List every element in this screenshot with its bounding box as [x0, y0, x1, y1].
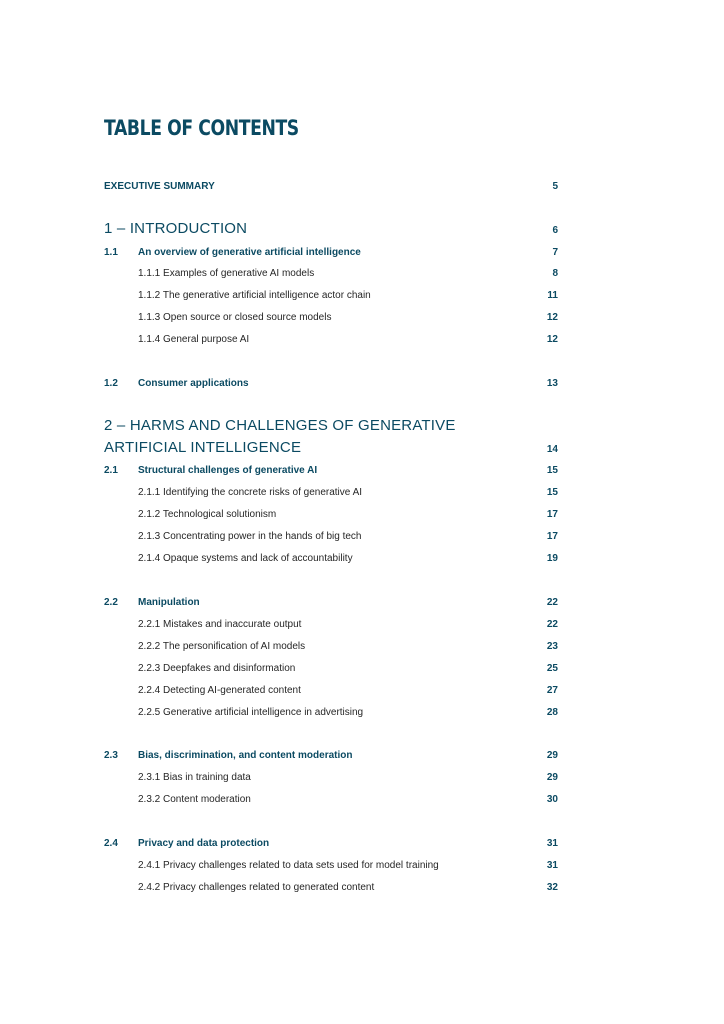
subsection-label: 2.1.4 Opaque systems and lack of accountability: [138, 553, 353, 564]
section-label: Privacy and data protection: [138, 838, 270, 849]
subsection-label: 2.2.1 Mistakes and inaccurate output: [138, 619, 302, 630]
toc-page-number: 27: [546, 685, 558, 696]
toc-subsection[interactable]: [104, 312, 558, 328]
toc-page-number: 28: [546, 707, 558, 718]
section-label: Bias, discrimination, and content moderation: [138, 750, 353, 761]
subsection-label: 2.2.4 Detecting AI-generated content: [138, 685, 301, 696]
subsection-label: 2.1.2 Technological solutionism: [138, 509, 277, 520]
toc-page-number: 23: [546, 641, 558, 652]
toc-entry-executive-summary[interactable]: [104, 181, 558, 197]
toc-page-number: 17: [546, 531, 558, 542]
toc-page-number: 17: [546, 509, 558, 520]
toc-subsection[interactable]: [104, 707, 558, 723]
toc-entry-label: EXECUTIVE SUMMARY: [104, 181, 215, 192]
toc-page-number: 31: [546, 838, 558, 849]
chapter-2-title-line-1[interactable]: 2 – HARMS AND CHALLENGES OF GENERATIVE: [104, 417, 456, 434]
toc-subsection[interactable]: [104, 860, 558, 876]
section-label: Structural challenges of generative AI: [138, 465, 318, 476]
chapter-2-page-number: 14: [546, 444, 558, 455]
toc-page-number: 25: [546, 663, 558, 674]
subsection-label: 2.2.2 The personification of AI models: [138, 641, 306, 652]
section-number: 1.2: [104, 378, 118, 389]
toc-page-number: 15: [546, 465, 558, 476]
subsection-label: 1.1.4 General purpose AI: [138, 334, 250, 345]
section-number: 2.2: [104, 597, 118, 608]
toc-subsection[interactable]: [104, 794, 558, 810]
subsection-label: 2.2.3 Deepfakes and disinformation: [138, 663, 296, 674]
section-number: 2.3: [104, 750, 118, 761]
toc-subsection[interactable]: [104, 487, 558, 503]
subsection-label: 1.1.1 Examples of generative AI models: [138, 268, 315, 279]
toc-subsection[interactable]: [104, 641, 558, 657]
section-number: 2.4: [104, 838, 118, 849]
toc-page-number: 12: [546, 334, 558, 345]
chapter-2-title-line-2[interactable]: ARTIFICIAL INTELLIGENCE: [104, 439, 302, 456]
section-label: Manipulation: [138, 597, 200, 608]
subsection-label: 2.1.1 Identifying the concrete risks of generative AI: [138, 487, 363, 498]
toc-page-number: 11: [547, 290, 558, 301]
toc-subsection[interactable]: [104, 882, 558, 898]
subsection-label: 2.4.1 Privacy challenges related to data sets used for model training: [138, 860, 439, 871]
subsection-label: 2.2.5 Generative artificial intelligence in advertising: [138, 707, 364, 718]
toc-subsection[interactable]: [104, 268, 558, 284]
toc-section-2-1[interactable]: [104, 465, 558, 481]
chapter-1-page-number: 6: [552, 225, 558, 236]
section-number: 2.1: [104, 465, 118, 476]
toc-page-number: 30: [546, 794, 558, 805]
subsection-label: 2.4.2 Privacy challenges related to generated content: [138, 882, 375, 893]
toc-subsection[interactable]: [104, 619, 558, 635]
toc-page-number: 31: [546, 860, 558, 871]
toc-subsection[interactable]: [104, 334, 558, 350]
toc-page-number: 19: [546, 553, 558, 564]
section-label: Consumer applications: [138, 378, 249, 389]
toc-page-number: 13: [546, 378, 558, 389]
toc-page-number: 5: [552, 181, 558, 192]
subsection-label: 2.3.1 Bias in training data: [138, 772, 251, 783]
toc-subsection[interactable]: [104, 290, 558, 306]
toc-subsection[interactable]: [104, 772, 558, 788]
subsection-label: 2.1.3 Concentrating power in the hands of big tech: [138, 531, 362, 542]
subsection-label: 1.1.2 The generative artificial intelligence actor chain: [138, 290, 371, 301]
toc-page-number: 7: [552, 247, 558, 258]
chapter-1-title[interactable]: 1 – INTRODUCTION: [104, 220, 248, 237]
toc-section-2-3[interactable]: [104, 750, 558, 766]
toc-page-number: 29: [546, 750, 558, 761]
toc-page-number: 8: [552, 268, 558, 279]
toc-page-number: 15: [546, 487, 558, 498]
toc-subsection[interactable]: [104, 663, 558, 679]
toc-subsection[interactable]: [104, 531, 558, 547]
toc-page-number: 32: [546, 882, 558, 893]
section-label: An overview of generative artificial intelligence: [138, 247, 361, 258]
section-number: 1.1: [104, 247, 118, 258]
toc-subsection[interactable]: [104, 509, 558, 525]
toc-subsection[interactable]: [104, 685, 558, 701]
toc-page-number: 29: [546, 772, 558, 783]
toc-page-number: 12: [546, 312, 558, 323]
toc-page-number: 22: [546, 619, 558, 630]
toc-subsection[interactable]: [104, 553, 558, 569]
toc-section-1-1[interactable]: [104, 247, 558, 263]
toc-section-2-2[interactable]: [104, 597, 558, 613]
subsection-label: 2.3.2 Content moderation: [138, 794, 251, 805]
subsection-label: 1.1.3 Open source or closed source models: [138, 312, 332, 323]
toc-page-number: 22: [546, 597, 558, 608]
page-title: TABLE OF CONTENTS: [104, 116, 299, 140]
toc-section-2-4[interactable]: [104, 838, 558, 854]
toc-section-1-2[interactable]: [104, 378, 558, 394]
